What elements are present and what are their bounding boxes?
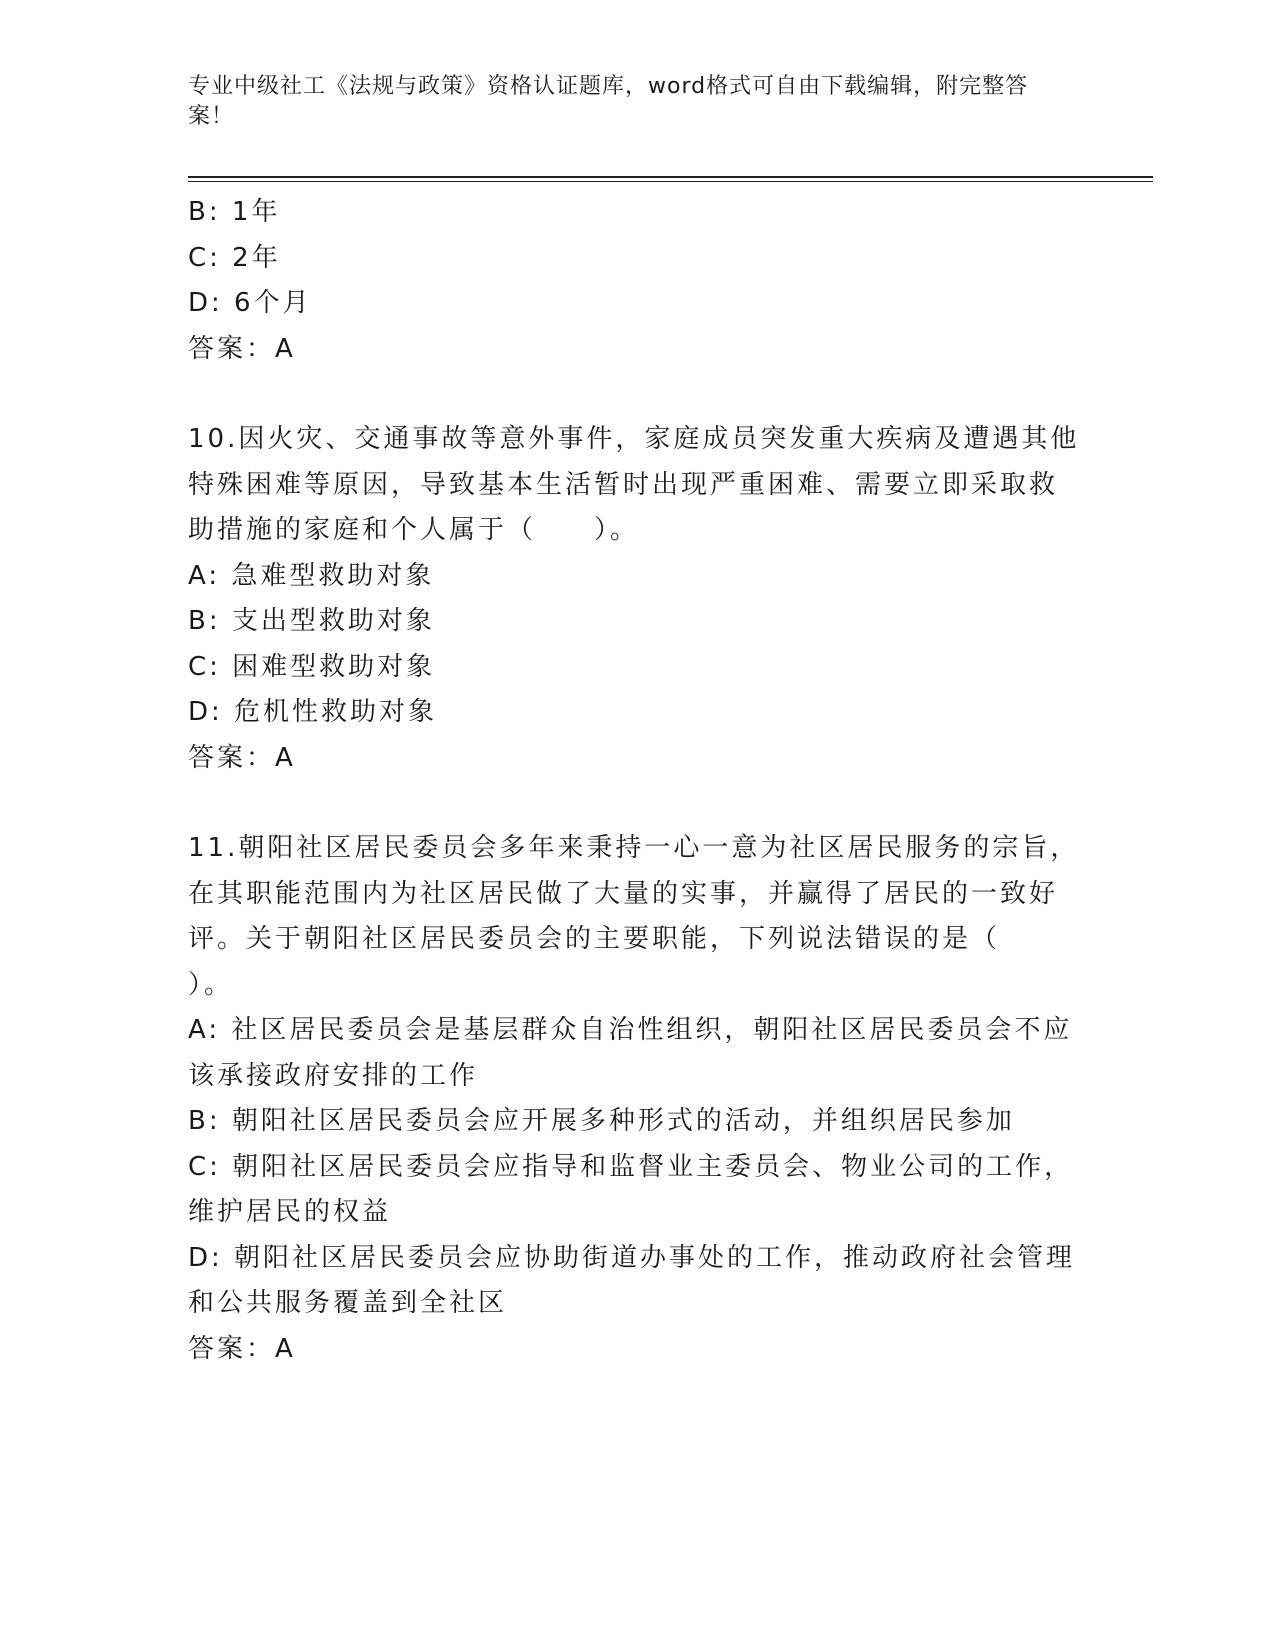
option-a: A: 社区居民委员会是基层群众自治性组织，朝阳社区居民委员会不应 [188,1015,1073,1045]
option-c: C: 朝阳社区居民委员会应指导和监督业主委员会、物业公司的工作， [188,1151,1074,1182]
question-text-line: 10.因火灾、交通事故等意外事件，家庭成员突发重大疾病及遭遇其他 [188,424,1080,454]
question-text-line: 助措施的家庭和个人属于（ ）。 [188,515,640,545]
header-text: 专业中级社工《法规与政策》资格认证题库，word格式可自由下载编辑，附完整答案！ [188,74,1029,129]
option-d: D: 6个月 [188,288,312,318]
option-b: B: 1年 [188,197,281,227]
option-c: C: 2年 [188,242,281,273]
option-b: B: 朝阳社区居民委员会应开展多种形式的活动，并组织居民参加 [188,1106,1015,1136]
option-d: D: 危机性救助对象 [188,697,438,727]
question-text-line: 11.朝阳社区居民委员会多年来秉持一心一意为社区居民服务的宗旨， [188,833,1080,863]
option-d: D: 朝阳社区居民委员会应协助街道办事处的工作，推动政府社会管理 [188,1242,1076,1273]
spacer [188,781,1088,826]
header-rule-thick [188,176,1153,178]
prev-question [188,190,1088,372]
option-d-cont: 和公共服务覆盖到全社区 [188,1288,508,1318]
answer-label: 答案：A [188,1333,296,1364]
answer-label: 答案：A [188,333,296,364]
option-a-cont: 该承接政府安排的工作 [188,1060,479,1091]
question-text-line: 评。关于朝阳社区居民委员会的主要职能，下列说法错误的是（ [188,924,1001,954]
spacer [188,372,1088,417]
option-a: A: 急难型救助对象 [188,560,435,591]
question-text-line: 在其职能范围内为社区居民做了大量的实事，并赢得了居民的一致好 [188,878,1059,909]
question-text-line: 特殊困难等原因，导致基本生活暂时出现严重困难、需要立即采取救 [188,469,1059,500]
page-header [188,72,1068,132]
header-rule-thin [188,181,1153,182]
question-content [188,190,1088,1372]
question-text-line: ）。 [188,969,234,1000]
option-c: C: 困难型救助对象 [188,651,436,682]
question-10 [188,417,1088,781]
option-b: B: 支出型救助对象 [188,606,435,636]
question-11 [188,826,1088,1372]
answer-label: 答案：A [188,742,296,773]
option-c-cont: 维护居民的权益 [188,1197,392,1227]
